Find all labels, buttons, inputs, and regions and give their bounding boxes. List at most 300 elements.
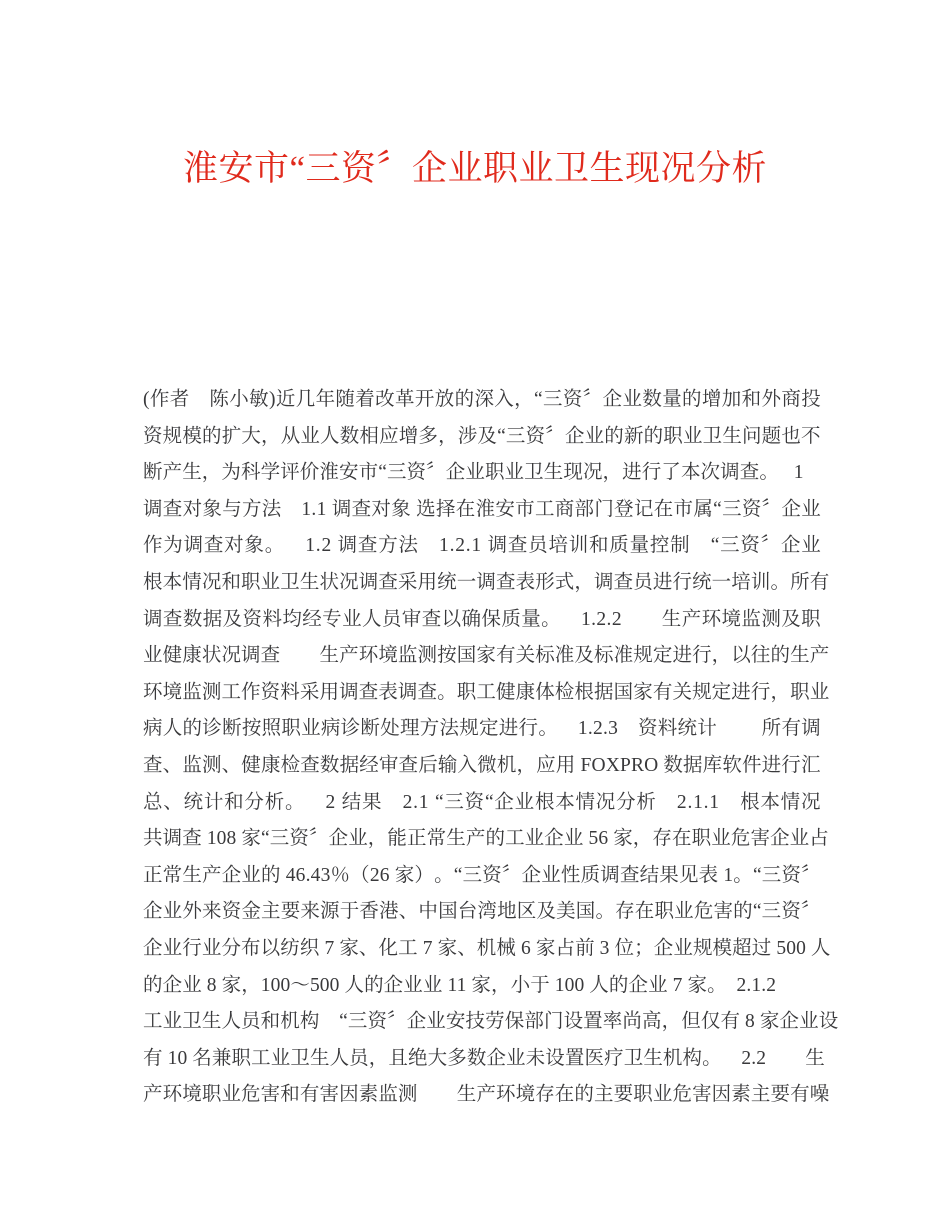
- glyph: （: [350, 864, 370, 886]
- glyph: 1: [305, 535, 316, 557]
- glyph: 企: [564, 425, 585, 447]
- glyph: 着: [355, 389, 375, 410]
- glyph: 在: [653, 498, 674, 520]
- glyph: 国: [438, 901, 458, 923]
- glyph: 调: [143, 498, 163, 520]
- glyph: 进: [731, 681, 751, 703]
- glyph: 业: [799, 1011, 819, 1033]
- glyph: 查: [203, 535, 224, 557]
- glyph: 业: [652, 1084, 673, 1106]
- glyph: 家: [241, 828, 261, 850]
- glyph: 根: [740, 791, 760, 813]
- glyph: 过: [751, 937, 772, 959]
- glyph: 业: [809, 681, 830, 703]
- body-line: 断产生，为科学评价淮安市“三资〞企业职业卫生现况，进行了本次调查。 1: [143, 462, 804, 484]
- glyph: 放: [434, 389, 455, 410]
- glyph: 工: [143, 1011, 163, 1033]
- glyph: 企: [779, 1011, 800, 1033]
- glyph: 业: [801, 535, 821, 557]
- glyph: 三: [462, 864, 483, 886]
- glyph: 机: [476, 937, 497, 959]
- glyph: 资: [289, 828, 309, 850]
- glyph: 质: [580, 864, 601, 886]
- glyph: 卫: [623, 1047, 644, 1069]
- glyph: 的: [574, 1084, 595, 1106]
- glyph: 的: [454, 389, 475, 410]
- glyph: 定: [652, 645, 673, 667]
- glyph: .: [311, 498, 317, 520]
- glyph: 设: [818, 1011, 839, 1033]
- glyph: 存: [615, 901, 635, 923]
- glyph: 定: [711, 681, 732, 703]
- glyph: 行: [182, 937, 202, 959]
- glyph: 随: [335, 389, 356, 410]
- glyph: 前: [575, 937, 595, 959]
- glyph: [429, 785, 434, 822]
- glyph: 危: [241, 1084, 261, 1106]
- glyph: 标: [594, 645, 614, 667]
- glyph: 进: [498, 718, 519, 740]
- glyph: 进: [652, 571, 673, 593]
- glyph: 三: [543, 389, 563, 410]
- glyph: 国: [456, 645, 477, 667]
- glyph: 从: [280, 425, 301, 447]
- glyph: 病: [320, 718, 341, 740]
- glyph: 量: [521, 608, 541, 630]
- glyph: 见: [678, 864, 699, 886]
- glyph: 业: [201, 937, 222, 959]
- glyph: 置: [583, 1011, 603, 1033]
- glyph: 输: [437, 754, 458, 776]
- glyph: 危: [730, 828, 751, 850]
- glyph: 部: [524, 1011, 544, 1033]
- glyph: 家: [476, 645, 496, 667]
- glyph: 和: [741, 389, 762, 410]
- glyph: 业: [221, 1084, 242, 1106]
- glyph: 外: [761, 389, 782, 410]
- body-line: [143, 492, 821, 529]
- glyph: 结: [639, 864, 660, 886]
- glyph: 企: [781, 498, 802, 520]
- glyph: .: [449, 535, 455, 557]
- glyph: 料: [262, 608, 283, 630]
- glyph: 查: [619, 864, 640, 886]
- glyph: 状: [201, 645, 222, 667]
- glyph: 企: [494, 791, 514, 813]
- glyph: 康: [515, 681, 536, 703]
- glyph: 监: [378, 1084, 398, 1106]
- glyph: 情: [182, 571, 202, 593]
- glyph: 以: [731, 645, 751, 667]
- glyph: [786, 1041, 806, 1078]
- glyph: 投: [801, 389, 821, 410]
- glyph: ，: [516, 754, 537, 776]
- glyph: 模: [712, 937, 733, 959]
- glyph: 部: [574, 498, 595, 520]
- glyph: 的: [770, 645, 791, 667]
- glyph: 查: [421, 608, 442, 630]
- glyph: 。: [541, 608, 561, 630]
- glyph: 业: [348, 828, 368, 850]
- glyph: 属: [693, 498, 713, 520]
- glyph: 对: [371, 498, 392, 520]
- glyph: 况: [339, 571, 359, 593]
- glyph: 生: [661, 608, 682, 630]
- glyph: 不: [801, 425, 821, 447]
- glyph: [332, 528, 337, 565]
- glyph: 纺: [280, 937, 300, 959]
- glyph: “: [484, 791, 494, 813]
- glyph: 查: [162, 608, 183, 630]
- glyph: ，: [661, 1011, 682, 1033]
- glyph: 资: [464, 791, 485, 813]
- glyph: 〞: [545, 425, 565, 447]
- glyph: 化: [378, 937, 399, 959]
- glyph: 多: [418, 425, 439, 447]
- glyph: 有: [790, 1084, 810, 1106]
- glyph: 常: [426, 828, 447, 850]
- glyph: 3: [608, 718, 619, 740]
- glyph: 体: [535, 681, 555, 703]
- glyph: 1: [301, 498, 312, 520]
- glyph: 常: [162, 864, 183, 886]
- glyph: 规: [459, 718, 479, 740]
- glyph: 工: [505, 828, 525, 850]
- glyph: 员: [241, 1011, 261, 1033]
- glyph: 数: [339, 425, 360, 447]
- glyph: 源: [320, 901, 340, 923]
- glyph: 库: [702, 754, 723, 776]
- glyph: 记: [633, 498, 654, 520]
- glyph: 卫: [182, 1011, 202, 1033]
- glyph: 2: [611, 608, 622, 630]
- glyph: 及: [536, 901, 557, 923]
- glyph: 总: [143, 791, 163, 813]
- glyph: 查: [357, 535, 378, 557]
- glyph: “: [339, 1011, 348, 1033]
- glyph: R: [630, 754, 645, 776]
- glyph: 确: [461, 608, 482, 630]
- glyph: 监: [397, 645, 418, 667]
- glyph: 业: [584, 425, 605, 447]
- glyph: 业: [506, 1047, 526, 1069]
- glyph: 象: [202, 498, 222, 520]
- glyph: ，: [574, 571, 595, 593]
- glyph: 质: [501, 608, 521, 630]
- glyph: 对: [224, 535, 244, 557]
- article-body: [143, 382, 839, 1114]
- glyph: 经: [359, 754, 379, 776]
- glyph: 理: [399, 718, 420, 740]
- glyph: 训: [568, 535, 589, 557]
- glyph: 断: [360, 718, 381, 740]
- glyph: 外: [182, 901, 202, 923]
- glyph: 模: [182, 425, 202, 447]
- glyph: 法: [398, 535, 419, 557]
- glyph: 超: [732, 937, 752, 959]
- glyph: 据: [683, 754, 703, 776]
- glyph: 和: [221, 571, 242, 593]
- glyph: 检: [554, 681, 575, 703]
- glyph: 统: [677, 718, 698, 740]
- glyph: 改: [375, 389, 395, 410]
- glyph: [558, 711, 578, 748]
- glyph: 和: [224, 791, 244, 813]
- glyph: 一: [456, 571, 477, 593]
- glyph: 调: [241, 645, 261, 667]
- glyph: 1: [206, 828, 217, 850]
- glyph: 和: [260, 1011, 281, 1033]
- glyph: 技: [465, 1011, 486, 1033]
- body-line: [143, 382, 821, 419]
- glyph: 法: [439, 718, 460, 740]
- glyph: 2: [596, 608, 607, 630]
- glyph: 业: [711, 828, 731, 850]
- glyph: [305, 785, 325, 822]
- glyph: 1: [580, 608, 591, 630]
- glyph: 正: [143, 864, 163, 886]
- glyph: 。: [434, 864, 454, 886]
- glyph: 。: [770, 571, 791, 593]
- glyph: 构: [682, 1047, 703, 1069]
- glyph: 〞: [501, 864, 522, 886]
- glyph: 有: [652, 681, 673, 703]
- glyph: 5: [776, 937, 787, 959]
- glyph: 测: [397, 1084, 418, 1106]
- glyph: 1: [316, 498, 327, 520]
- glyph: 企: [486, 1047, 507, 1069]
- glyph: 扩: [221, 425, 242, 447]
- glyph: 卫: [290, 1047, 310, 1069]
- body-line: [143, 1004, 839, 1041]
- glyph: 害: [692, 1084, 712, 1106]
- glyph: “: [497, 425, 506, 447]
- glyph: 占: [555, 937, 576, 959]
- glyph: 家: [613, 828, 633, 850]
- glyph: 果: [659, 864, 679, 886]
- glyph: 存: [652, 828, 673, 850]
- glyph: 有: [720, 1011, 741, 1033]
- glyph: 为: [163, 535, 183, 557]
- glyph: 测: [201, 754, 222, 776]
- body-line: [143, 565, 830, 602]
- glyph: 的: [202, 425, 222, 447]
- glyph: 、: [162, 754, 183, 776]
- glyph: .: [603, 718, 608, 740]
- glyph: 工: [221, 681, 242, 703]
- glyph: 三: [505, 425, 526, 447]
- glyph: [437, 1077, 457, 1114]
- glyph: 家: [633, 681, 653, 703]
- glyph: 湾: [477, 901, 498, 923]
- glyph: 况: [595, 791, 616, 813]
- glyph: 统: [437, 571, 457, 593]
- glyph: [280, 638, 300, 675]
- glyph: 业: [270, 1047, 291, 1069]
- glyph: 诊: [202, 718, 222, 740]
- glyph: 兼: [211, 1047, 232, 1069]
- glyph: 员: [381, 608, 402, 630]
- glyph: 2: [321, 535, 332, 557]
- glyph: 在: [634, 901, 655, 923]
- glyph: 查: [378, 571, 398, 593]
- glyph: 职: [241, 571, 261, 593]
- glyph: 害: [319, 1084, 340, 1106]
- glyph: 本: [555, 791, 575, 813]
- glyph: 康: [182, 645, 202, 667]
- glyph: 情: [780, 791, 801, 813]
- glyph: 生: [201, 1011, 222, 1033]
- glyph: 来: [300, 901, 320, 923]
- glyph: 入: [457, 754, 478, 776]
- glyph: 进: [672, 645, 693, 667]
- body-line: [143, 858, 821, 895]
- glyph: 置: [564, 1047, 585, 1069]
- glyph: 6: [379, 864, 390, 886]
- glyph: [282, 492, 302, 529]
- glyph: 企: [770, 828, 790, 850]
- glyph: 按: [241, 718, 262, 740]
- glyph: 市: [673, 498, 694, 520]
- glyph: 、: [221, 754, 242, 776]
- glyph: 调: [801, 718, 821, 740]
- glyph: 康: [260, 754, 281, 776]
- glyph: 三: [444, 791, 464, 813]
- glyph: 作: [149, 389, 170, 410]
- glyph: 调: [331, 498, 352, 520]
- glyph: 产: [465, 828, 486, 850]
- glyph: 数: [466, 1047, 487, 1069]
- page-title: 淮安市“三资〞企业职业卫生现况分析: [182, 149, 768, 189]
- glyph: 生: [182, 864, 202, 886]
- glyph: 业: [563, 828, 584, 850]
- glyph: 敏: [249, 389, 269, 410]
- glyph: 职: [231, 1047, 252, 1069]
- glyph: 机: [280, 1011, 300, 1033]
- glyph: 环: [358, 645, 379, 667]
- glyph: 问: [741, 425, 762, 447]
- body-line: [143, 711, 821, 748]
- glyph: 6: [521, 937, 531, 959]
- glyph: .: [315, 535, 321, 557]
- glyph: 量: [662, 389, 682, 410]
- glyph: 业: [541, 864, 561, 886]
- glyph: 表: [698, 864, 719, 886]
- glyph: 产: [681, 608, 702, 630]
- glyph: 素: [731, 1084, 751, 1106]
- glyph: 0: [796, 937, 806, 959]
- glyph: 主: [261, 901, 281, 923]
- glyph: 本: [162, 571, 183, 593]
- glyph: 于: [339, 901, 360, 923]
- glyph: 境: [721, 608, 742, 630]
- glyph: ％: [330, 864, 351, 886]
- glyph: 件: [741, 754, 762, 776]
- glyph: 根: [143, 571, 163, 593]
- glyph: 资: [482, 864, 502, 886]
- glyph: 安: [495, 498, 515, 520]
- glyph: 且: [388, 1047, 408, 1069]
- glyph: 监: [182, 681, 202, 703]
- glyph: 控: [649, 535, 670, 557]
- glyph: 资: [562, 389, 583, 410]
- glyph: 与: [222, 498, 242, 520]
- glyph: 测: [417, 645, 438, 667]
- glyph: 资: [781, 901, 801, 923]
- glyph: .: [465, 535, 471, 557]
- glyph: 员: [633, 571, 653, 593]
- glyph: 织: [299, 937, 320, 959]
- glyph: 根: [534, 791, 555, 813]
- glyph: F: [580, 754, 592, 776]
- glyph: .: [606, 608, 612, 630]
- glyph: 保: [504, 1011, 525, 1033]
- glyph: 及: [781, 608, 801, 630]
- glyph: 况: [201, 571, 222, 593]
- glyph: [622, 602, 642, 639]
- glyph: 三: [761, 864, 782, 886]
- glyph: 1: [439, 535, 449, 557]
- glyph: 规: [692, 681, 712, 703]
- glyph: 台: [457, 901, 478, 923]
- glyph: 的: [682, 389, 702, 410]
- glyph: 要: [770, 1084, 791, 1106]
- glyph: 新: [623, 425, 644, 447]
- glyph: 数: [663, 754, 683, 776]
- glyph: [690, 528, 710, 565]
- glyph: 情: [575, 791, 596, 813]
- glyph: 员: [349, 1047, 369, 1069]
- glyph: 高: [642, 1011, 662, 1033]
- body-line: [143, 675, 830, 712]
- glyph: 业: [674, 901, 694, 923]
- glyph: 业: [162, 937, 183, 959]
- glyph: .: [687, 791, 693, 813]
- glyph: 处: [380, 718, 400, 740]
- glyph: 及: [574, 645, 595, 667]
- glyph: 主: [750, 1084, 771, 1106]
- glyph: 环: [495, 1084, 516, 1106]
- glyph: 调: [183, 535, 204, 557]
- glyph: 登: [614, 498, 634, 520]
- glyph: 调: [397, 681, 418, 703]
- glyph: [642, 602, 662, 639]
- body-line: [143, 528, 821, 565]
- glyph: 〞: [387, 1011, 407, 1033]
- glyph: 采: [397, 571, 418, 593]
- glyph: 作: [241, 681, 261, 703]
- glyph: [722, 1041, 742, 1078]
- glyph: 企: [143, 937, 163, 959]
- glyph: 式: [554, 571, 575, 593]
- glyph: 析: [264, 791, 285, 813]
- glyph: 调: [600, 864, 620, 886]
- glyph: 病: [143, 718, 163, 740]
- glyph: 有: [299, 1084, 320, 1106]
- glyph: [766, 1041, 786, 1078]
- glyph: 形: [535, 571, 555, 593]
- glyph: 业: [514, 791, 535, 813]
- glyph: 环: [143, 681, 163, 703]
- glyph: 调: [476, 571, 496, 593]
- glyph: 三: [347, 1011, 368, 1033]
- glyph: 查: [260, 645, 281, 667]
- glyph: 企: [653, 937, 674, 959]
- glyph: ，: [261, 425, 281, 447]
- glyph: 职: [633, 1084, 653, 1106]
- glyph: 要: [613, 1084, 634, 1106]
- glyph: 职: [201, 1084, 222, 1106]
